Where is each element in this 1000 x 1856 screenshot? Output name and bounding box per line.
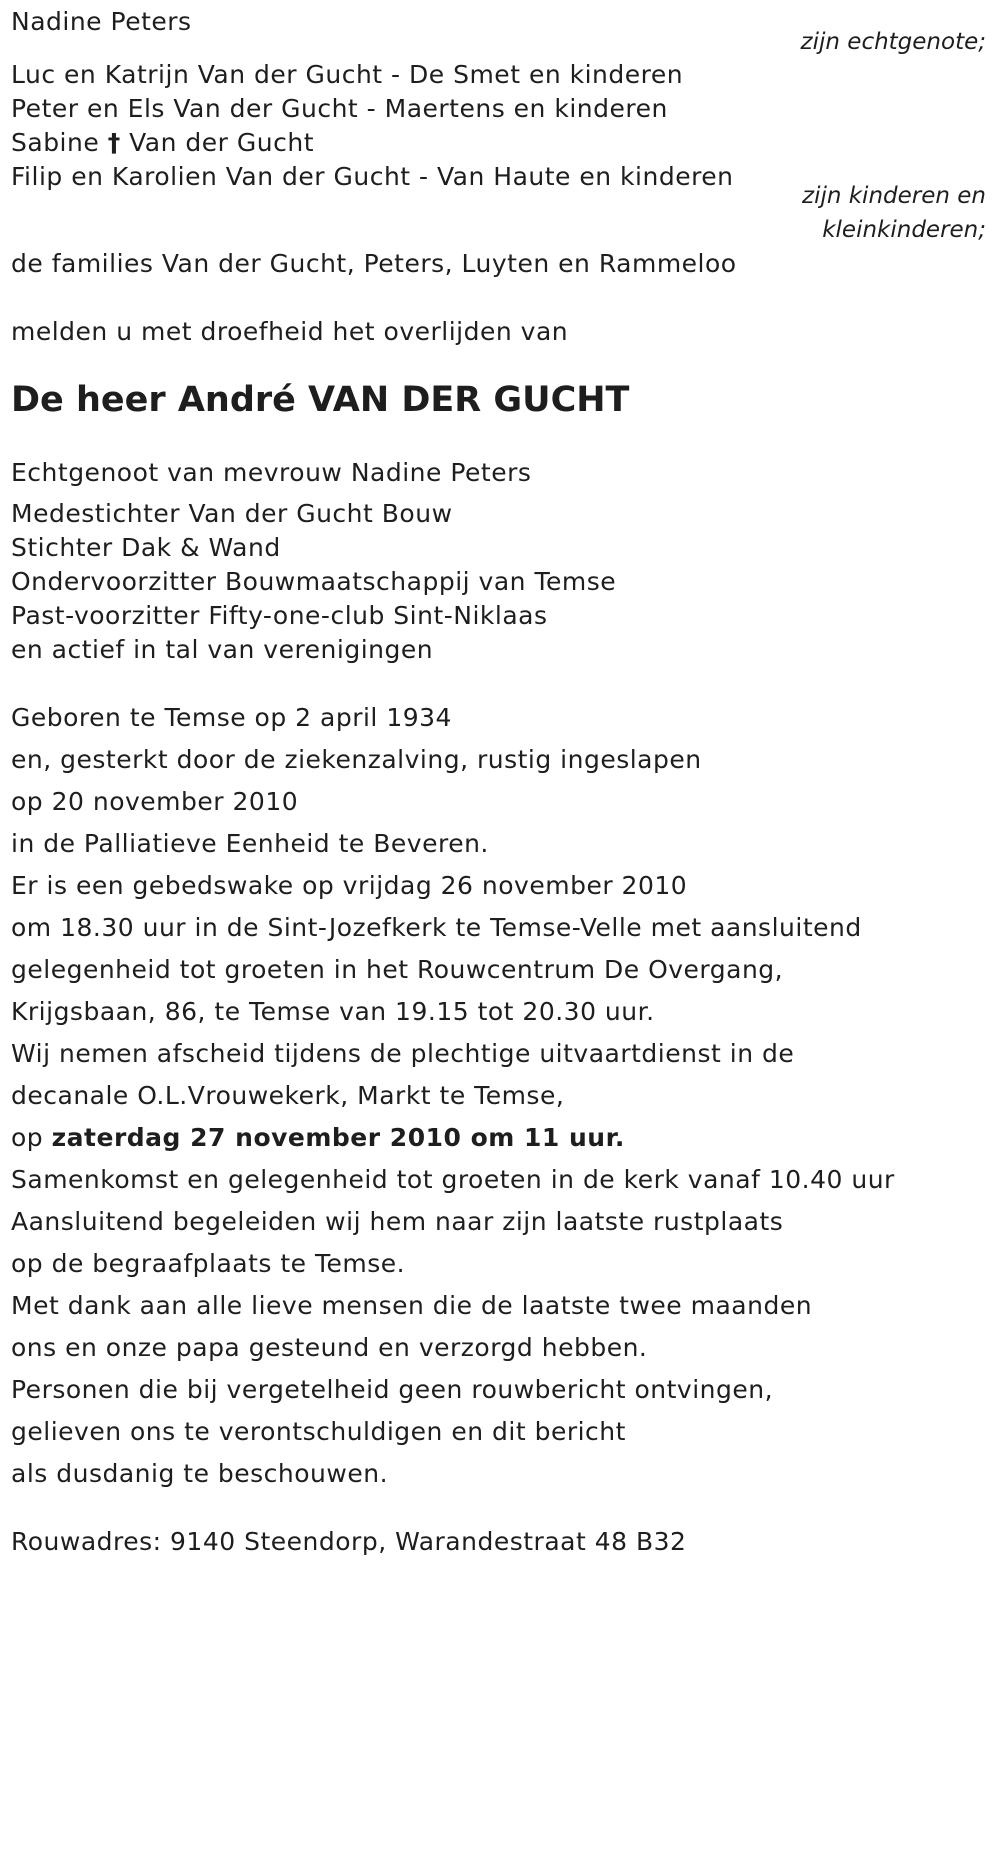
title-line-2: Medestichter Van der Gucht Bouw [11, 499, 453, 528]
child-line-2: Peter en Els Van der Gucht - Maertens en kinderen [11, 94, 668, 123]
deceased-name: De heer André VAN DER GUCHT [11, 380, 630, 420]
detail-line-18: als dusdanig te beschouwen. [11, 1459, 389, 1488]
detail-line-7: gelegenheid tot groeten in het Rouwcentrum De Overgang, [11, 955, 784, 984]
detail-line-10: decanale O.L.Vrouwekerk, Markt te Temse, [11, 1081, 565, 1110]
detail-line-15: ons en onze papa gesteund en verzorgd hebben. [11, 1333, 648, 1362]
detail-line-3: op 20 november 2010 [11, 787, 299, 816]
families-line: de families Van der Gucht, Peters, Luyten en Rammeloo [11, 249, 737, 278]
child-line-1: Luc en Katrijn Van der Gucht - De Smet en kinderen [11, 60, 684, 89]
detail-line-9: Wij nemen afscheid tijdens de plechtige uitvaartdienst in de [11, 1039, 795, 1068]
announcement-line: melden u met droefheid het overlijden van [11, 317, 569, 346]
spouse-role: zijn echtgenote; [800, 29, 986, 55]
detail-line-8: Krijgsbaan, 86, te Temse van 19.15 tot 20.30 uur. [11, 997, 655, 1026]
detail-line-6: om 18.30 uur in de Sint-Jozefkerk te Temse-Velle met aansluitend [11, 913, 862, 942]
children-role-1: zijn kinderen en [802, 183, 986, 209]
detail-line-1: Geboren te Temse op 2 april 1934 [11, 703, 452, 732]
funeral-line [11, 1121, 625, 1155]
title-line-1: Echtgenoot van mevrouw Nadine Peters [11, 458, 532, 487]
spouse-name: Nadine Peters [11, 7, 192, 36]
cross-icon: † [107, 128, 121, 157]
child-deceased-last: Van der Gucht [129, 128, 314, 157]
title-line-4: Ondervoorzitter Bouwmaatschappij van Temse [11, 567, 617, 596]
title-line-6: en actief in tal van verenigingen [11, 635, 434, 664]
detail-line-12: Aansluitend begeleiden wij hem naar zijn laatste rustplaats [11, 1207, 784, 1236]
child-line-3: Filip en Karolien Van der Gucht - Van Haute en kinderen [11, 162, 734, 191]
detail-line-4: in de Palliatieve Eenheid te Beveren. [11, 829, 489, 858]
detail-line-16: Personen die bij vergetelheid geen rouwbericht ontvingen, [11, 1375, 774, 1404]
detail-line-13: op de begraafplaats te Temse. [11, 1249, 406, 1278]
detail-line-17: gelieven ons te verontschuldigen en dit bericht [11, 1417, 626, 1446]
title-line-5: Past-voorzitter Fifty-one-club Sint-Niklaas [11, 601, 548, 630]
child-deceased-first: Sabine [11, 128, 100, 157]
mourning-address: Rouwadres: 9140 Steendorp, Warandestraat 48 B32 [11, 1527, 687, 1556]
children-role-2: kleinkinderen; [822, 217, 986, 243]
title-line-3: Stichter Dak & Wand [11, 533, 281, 562]
detail-line-11: Samenkomst en gelegenheid tot groeten in de kerk vanaf 10.40 uur [11, 1165, 895, 1194]
detail-line-14: Met dank aan alle lieve mensen die de laatste twee maanden [11, 1291, 813, 1320]
funeral-datetime: zaterdag 27 november 2010 om 11 uur. [51, 1123, 625, 1152]
child-line-deceased [11, 126, 314, 160]
funeral-prefix: op [11, 1123, 44, 1152]
detail-line-5: Er is een gebedswake op vrijdag 26 november 2010 [11, 871, 688, 900]
detail-line-2: en, gesterkt door de ziekenzalving, rustig ingeslapen [11, 745, 702, 774]
